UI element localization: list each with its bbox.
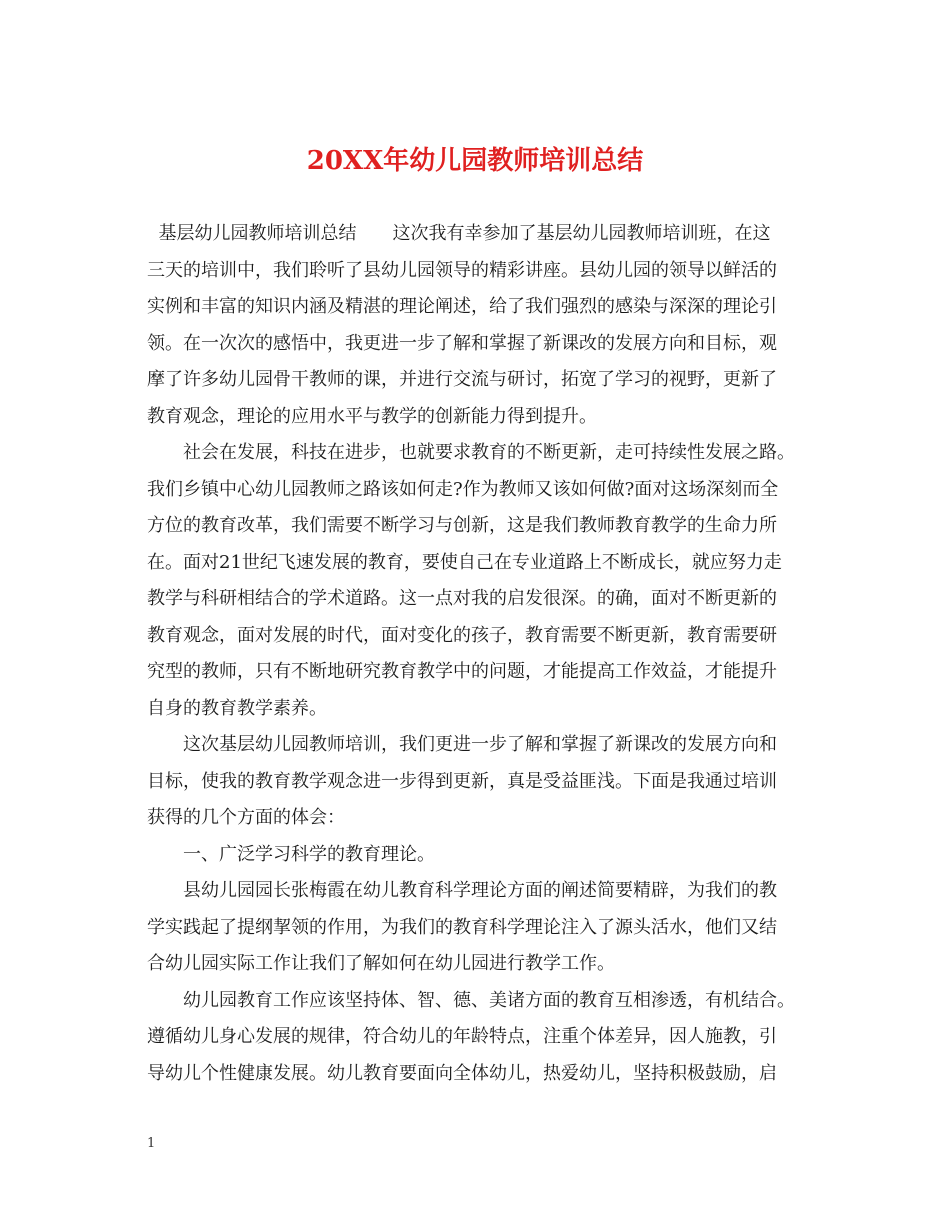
text-line: 摩了许多幼儿园骨干教师的课，并进行交流与研讨，拓宽了学习的视野，更新了 bbox=[147, 369, 777, 390]
body-text bbox=[147, 216, 807, 1092]
text-line: 导幼儿个性健康发展。幼儿教育要面向全体幼儿，热爱幼儿，坚持积极鼓励，启 bbox=[147, 1062, 777, 1084]
text-line: 领。在一次次的感悟中，我更进一步了解和掌握了新课改的发展方向和目标，观 bbox=[147, 332, 777, 354]
text-line: 这次基层幼儿园教师培训，我们更进一步了解和掌握了新课改的发展方向和 bbox=[147, 734, 777, 755]
text-line: 究型的教师，只有不断地研究教育教学中的问题，才能提高工作效益，才能提升 bbox=[147, 661, 777, 682]
text-line: 基层幼儿园教师培训总结 这次我有幸参加了基层幼儿园教师培训班，在这 bbox=[147, 223, 771, 244]
text-line: 自身的教育教学素养。 bbox=[147, 697, 327, 719]
text-line: 在。面对21世纪飞速发展的教育，要使自己在专业道路上不断成长，就应努力走 bbox=[147, 551, 782, 573]
text-line: 遵循幼儿身心发展的规律，符合幼儿的年龄特点，注重个体差异，因人施教，引 bbox=[147, 1026, 777, 1047]
text-line: 合幼儿园实际工作让我们了解如何在幼儿园进行教学工作。 bbox=[147, 953, 615, 974]
page-number: 1 bbox=[147, 1136, 156, 1151]
text-line: 获得的几个方面的体会： bbox=[147, 807, 345, 828]
text-line: 社会在发展，科技在进步，也就要求教育的不断更新，走可持续性发展之路。 bbox=[147, 442, 795, 463]
text-line: 目标，使我的教育教学观念进一步得到更新，真是受益匪浅。下面是我通过培训 bbox=[147, 770, 777, 792]
text-line: 我们乡镇中心幼儿园教师之路该如何走?作为教师又该如何做?面对这场深刻而全 bbox=[147, 478, 779, 500]
text-line: 一、广泛学习科学的教育理论。 bbox=[147, 843, 435, 865]
text-line: 县幼儿园园长张梅霞在幼儿教育科学理论方面的阐述简要精辟，为我们的教 bbox=[147, 880, 777, 901]
text-line: 教育观念，理论的应用水平与教学的创新能力得到提升。 bbox=[147, 405, 597, 427]
text-line: 幼儿园教育工作应该坚持体、智、德、美诸方面的教育互相渗透，有机结合。 bbox=[147, 989, 795, 1011]
text-line: 教育观念，面对发展的时代，面对变化的孩子，教育需要不断更新，教育需要研 bbox=[147, 624, 777, 646]
page-title: 20XX年幼儿园教师培训总结 bbox=[306, 146, 644, 176]
text-line: 学实践起了提纲挈领的作用，为我们的教育科学理论注入了源头活水，他们又结 bbox=[147, 916, 777, 938]
text-line: 实例和丰富的知识内涵及精湛的理论阐述，给了我们强烈的感染与深深的理论引 bbox=[147, 296, 777, 317]
text-line: 三天的培训中，我们聆听了县幼儿园领导的精彩讲座。县幼儿园的领导以鲜活的 bbox=[147, 259, 777, 281]
text-line: 教学与科研相结合的学术道路。这一点对我的启发很深。的确，面对不断更新的 bbox=[147, 588, 777, 609]
text-line: 方位的教育改革，我们需要不断学习与创新，这是我们教师教育教学的生命力所 bbox=[147, 515, 777, 536]
